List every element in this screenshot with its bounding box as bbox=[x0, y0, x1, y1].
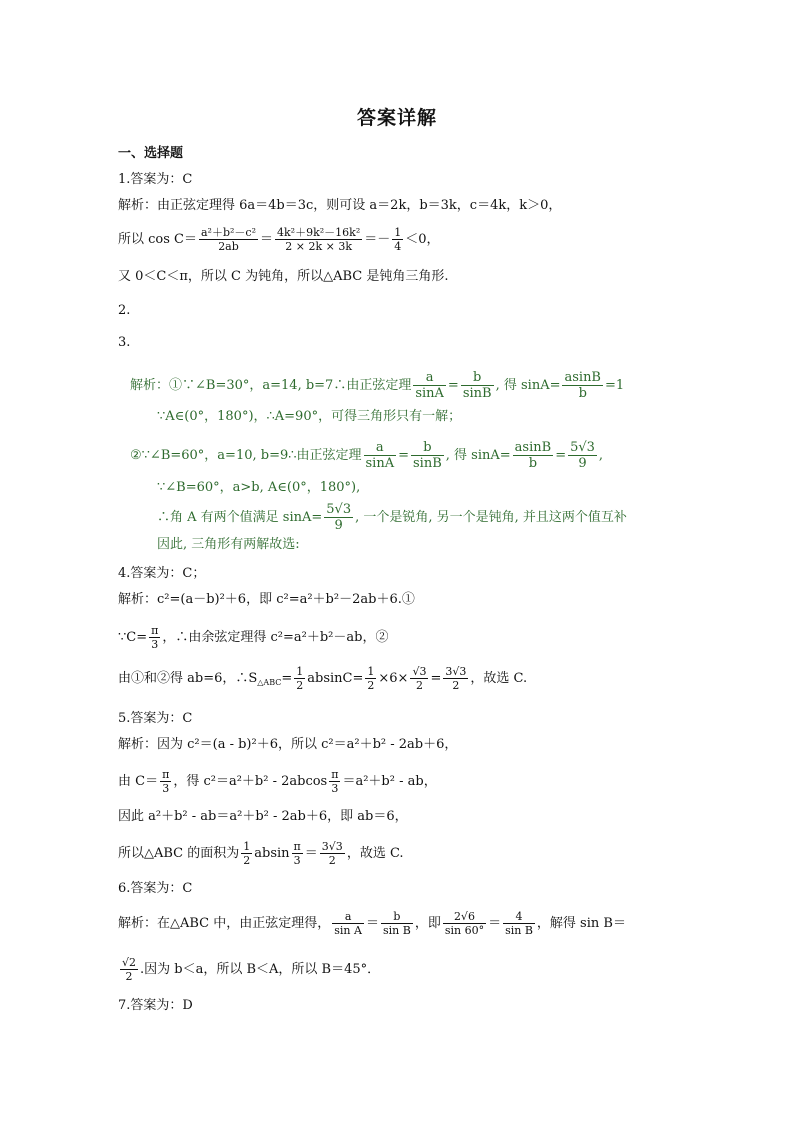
q3-frac-a-sinA: $\frac{a}{\sin A}$ bbox=[415, 370, 444, 401]
q5-frac-3root3-2: $\frac{3√3}{2}$ bbox=[321, 840, 343, 867]
q1-analysis: 解析：由正弦定理得 6a＝4b＝3c，则可设 a＝2k，b＝3k，c＝4k，k＞0， bbox=[118, 198, 562, 213]
q3-frac-5root3-9-b: $\frac{5√3}{9}$ bbox=[326, 502, 352, 533]
q5-line-1: 解析：因为 c²＝(a - b)²＋6，所以 c²＝a²＋b² - 2ab＋6， bbox=[118, 737, 458, 752]
q5-frac-pi-3: $\frac{\pi}{3}$ bbox=[162, 768, 170, 795]
q4-frac-pi-3: $\frac{\pi}{3}$ bbox=[151, 624, 159, 651]
q7-answer: 7.答案为：D bbox=[118, 998, 193, 1013]
q4-line-1: 解析：c²=(a－b)²＋6，即 c²=a²＋b²－2ab＋6.① bbox=[118, 592, 415, 607]
q4-frac-1-2-b: $\frac{1}{2}$ bbox=[367, 665, 375, 692]
q4-frac-root3-2: $\frac{√3}{2}$ bbox=[412, 665, 427, 692]
q6-frac-a-sinA: $\frac{a}{\text{sin A}}$ bbox=[334, 910, 362, 937]
q4-answer: 4.答案为：C； bbox=[118, 566, 206, 581]
q3-frac-a-sinA-2: $\frac{a}{\sin A}$ bbox=[365, 440, 395, 471]
page-title: 答案详解 bbox=[356, 107, 437, 129]
q4-frac-3root3-2: $\frac{3√3}{2}$ bbox=[445, 665, 467, 692]
q3-frac-b-sinB: $\frac{b}{\sin B}$ bbox=[462, 370, 492, 401]
q5-frac-1-2: $\frac{1}{2}$ bbox=[243, 840, 251, 867]
q3-frac-asinB-b-2: $\frac{asinB}{b}$ bbox=[514, 440, 552, 471]
q1-answer: 1.答案为：C bbox=[118, 172, 193, 187]
q5-frac-pi-3-c: $\frac{\pi}{3}$ bbox=[293, 840, 301, 867]
q6-line-2: $\frac{√2}{2}$ .因为 b＜a，所以 B＜A，所以 B＝45°． bbox=[122, 956, 381, 983]
q6-frac-root2-2: $\frac{√2}{2}$ bbox=[122, 956, 137, 983]
q6-frac-b-sinB: $\frac{b}{\text{sin B}}$ bbox=[382, 910, 411, 937]
q1-conclusion: 又 0＜C＜π，所以 C 为钝角，所以△ABC 是钝角三角形. bbox=[118, 269, 449, 284]
q1-frac-3: $\frac{1}{4}$ bbox=[394, 226, 402, 253]
q1-cos-line: 所以 cos C＝ $\frac{\text{a²＋b²－c²}}{2ab}$ ＝ $\frac{\text{4k²＋9k²－16k²}}{2 \times 2k \times 3k}$ ＝－ $\frac{1}{4}$ ＜0， bbox=[118, 226, 440, 253]
q4-line-2: ∵C= $\frac{\pi}{3}$ ，∴由余弦定理得 c²=a²＋b²－ab，② bbox=[118, 624, 389, 651]
q5-line-4: 所以△ABC 的面积为 $\frac{1}{2}$ absin $\frac{\pi}{3}$ ＝ $\frac{3√3}{2}$ ，故选 C. bbox=[118, 840, 404, 867]
section-heading: 一、选择题 bbox=[118, 146, 184, 161]
q6-line-1: 解析：在△ABC 中，由正弦定理得， $\frac{a}{\text{sin A}}$ ＝ $\frac{b}{\text{sin B}}$ ，即 $\frac{2√6}{\sin 60^\circ}$ ＝ $\frac{4}{\text{sin B}}$ ，解得 sin B＝ bbox=[118, 910, 626, 937]
q3-frac-b-sinB-2: $\frac{b}{\sin B}$ bbox=[413, 440, 442, 471]
q4-frac-1-2: $\frac{1}{2}$ bbox=[296, 665, 304, 692]
q4-line-3: 由①和②得 ab=6，$\therefore S_{\triangle ABC}=$ $\frac{1}{2}$ absinC= $\frac{1}{2}$ ×6× $\frac{√3}{2}$ = $\frac{3√3}{2}$ ，故选 C. bbox=[118, 665, 528, 692]
q3-line-6: 因此, 三角形有两解故选: bbox=[157, 537, 300, 552]
q2-label: 2. bbox=[118, 303, 131, 318]
q1-frac-2: $\frac{\text{4k²＋9k²－16k²}}{2 \times 2k \times 3k}$ bbox=[277, 226, 361, 253]
q5-answer: 5.答案为：C bbox=[118, 711, 193, 726]
q3-frac-5root3-9: $\frac{5√3}{9}$ bbox=[570, 440, 595, 471]
q6-frac-2root6-sin60: $\frac{2√6}{\sin 60^\circ}$ bbox=[444, 910, 485, 937]
q3-frac-asinB-b: $\frac{asinB}{b}$ bbox=[564, 370, 601, 401]
q3-line-2: ∵A∈(0°，180°)，∴A=90°，可得三角形只有一解； bbox=[157, 409, 462, 424]
q3-line-1: 解析：①∵∠B=30°，a=14, b=7∴由正弦定理 $\frac{a}{\sin A}$ = $\frac{b}{\sin B}$ , 得 sinA= $\frac{asinB}{b}$ =1 bbox=[130, 370, 625, 401]
q3-label: 3. bbox=[118, 335, 131, 350]
q3-line-4: ∵∠B=60°，a>b, A∈(0°，180°), bbox=[157, 480, 361, 495]
q5-frac-pi-3-b: $\frac{\pi}{3}$ bbox=[331, 768, 339, 795]
q6-answer: 6.答案为：C bbox=[118, 881, 193, 896]
q6-frac-4-sinB: $\frac{4}{\text{sin B}}$ bbox=[505, 910, 533, 937]
q5-line-3: 因此 a²＋b² - ab＝a²＋b² - 2ab＋6，即 ab＝6， bbox=[118, 809, 408, 824]
q3-line-3: ②∵∠B=60°，a=10, b=9∴由正弦定理 $\frac{a}{\sin A}$ = $\frac{b}{\sin B}$ , 得 sinA= $\frac{asinB}{b}$ = $\frac{5√3}{9}$ , bbox=[130, 440, 604, 471]
q3-line-5: ∴角 A 有两个值满足 sinA= $\frac{5√3}{9}$ , 一个是锐角, 另一个是钝角, 并且这两个值互补 bbox=[157, 502, 627, 533]
q5-line-2: 由 C＝ $\frac{\pi}{3}$ ，得 c²＝a²＋b² - 2abcos $\frac{\pi}{3}$ ＝a²＋b² - ab， bbox=[118, 768, 437, 795]
q1-frac-1: $\frac{\text{a²＋b²－c²}}{2ab}$ bbox=[201, 226, 256, 253]
